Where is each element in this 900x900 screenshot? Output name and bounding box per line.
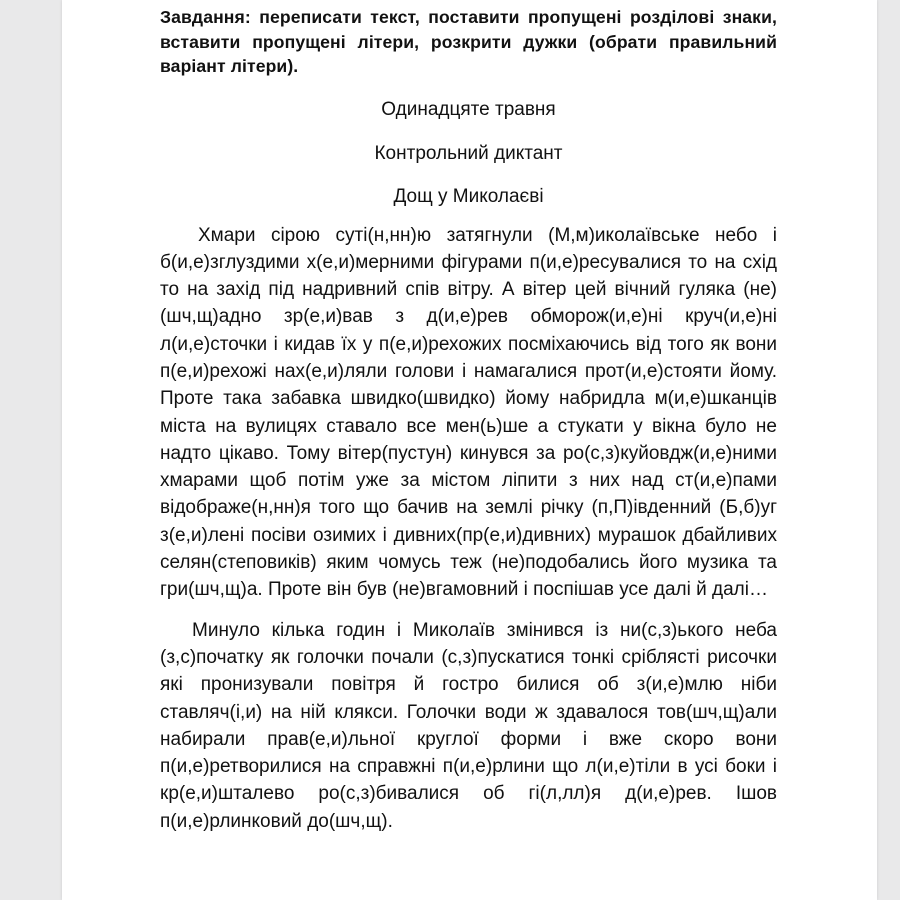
document-content: [160, 5, 777, 835]
date-heading: Одинадцяте травня: [381, 98, 556, 120]
task-instructions: Завдання: переписати текст, поставити пропущені розділові знаки, вставити пропущені літери, розкрити дужки (обрати правильний варіант літери).: [160, 7, 777, 76]
dictation-title: Дощ у Миколаєві: [393, 185, 544, 207]
paragraph-1: Хмари сірою суті(н,нн)ю затягнули (М,м)иколаївське небо і б(и,е)зглуздими х(е,и)мерними фігурами п(и,е)ресувалися то на схід то на захід під надривний спів вітру. А вітер цей вічний гуляка (не)(шч,щ)адно зр(е,и)вав з д(и,е)рев обморож(и,е)ні круч(и,е)ні л(и,е)сточки і кидав їх у п(е,и)рехожих посміхаючись від того як вони п(е,и)рехожі нах(е,и)ляли голови і намагалися прот(и,е)стояти йому. Проте така забавка швидко(швидко) йому набридла м(и,е)шканців міста на вулицях ставало все мен(ь)ше а стукати у вікна було не надто цікаво. Тому вітер(пустун) кинувся за ро(с,з)куйовдж(и,е)ними хмарами щоб потім уже за містом ліпити з них над ст(и,е)пами відображе(н,нн)я того що бачив на землі річку (п,П)івденний (Б,б)уг з(е,и)лені посіви озимих і дивних(пр(е,и)дивних) мурашок дбайливих селян(степовиків) яким чомусь теж (не)подобались його музика та гри(шч,щ)а. Проте він був (не)вгамовний і поспішав усе далі й далі…: [160, 224, 777, 601]
document-page: [62, 0, 877, 900]
paragraph-2: Минуло кілька годин і Миколаїв змінився із ни(с,з)ького неба (з,с)початку як голочки почали (с,з)пускатися тонкі сріблясті рисочки які пронизували повітря й гостро билися об з(и,е)млю ніби ставляч(і,и) на ній клякси. Голочки води ж здавалося тов(шч,щ)али набирали прав(е,и)льної круглої форми і вже скоро вони п(и,е)ретворилися на справжні п(и,е)рлини що л(и,е)тіли в усі боки і кр(е,и)штал​​ево ро(с,з)бивалися об гі(л,лл)я д(и,е)рев. Ішов п(и,е)рлинковий до(шч,щ).: [160, 619, 777, 832]
genre-heading: Контрольний диктант: [374, 142, 563, 164]
